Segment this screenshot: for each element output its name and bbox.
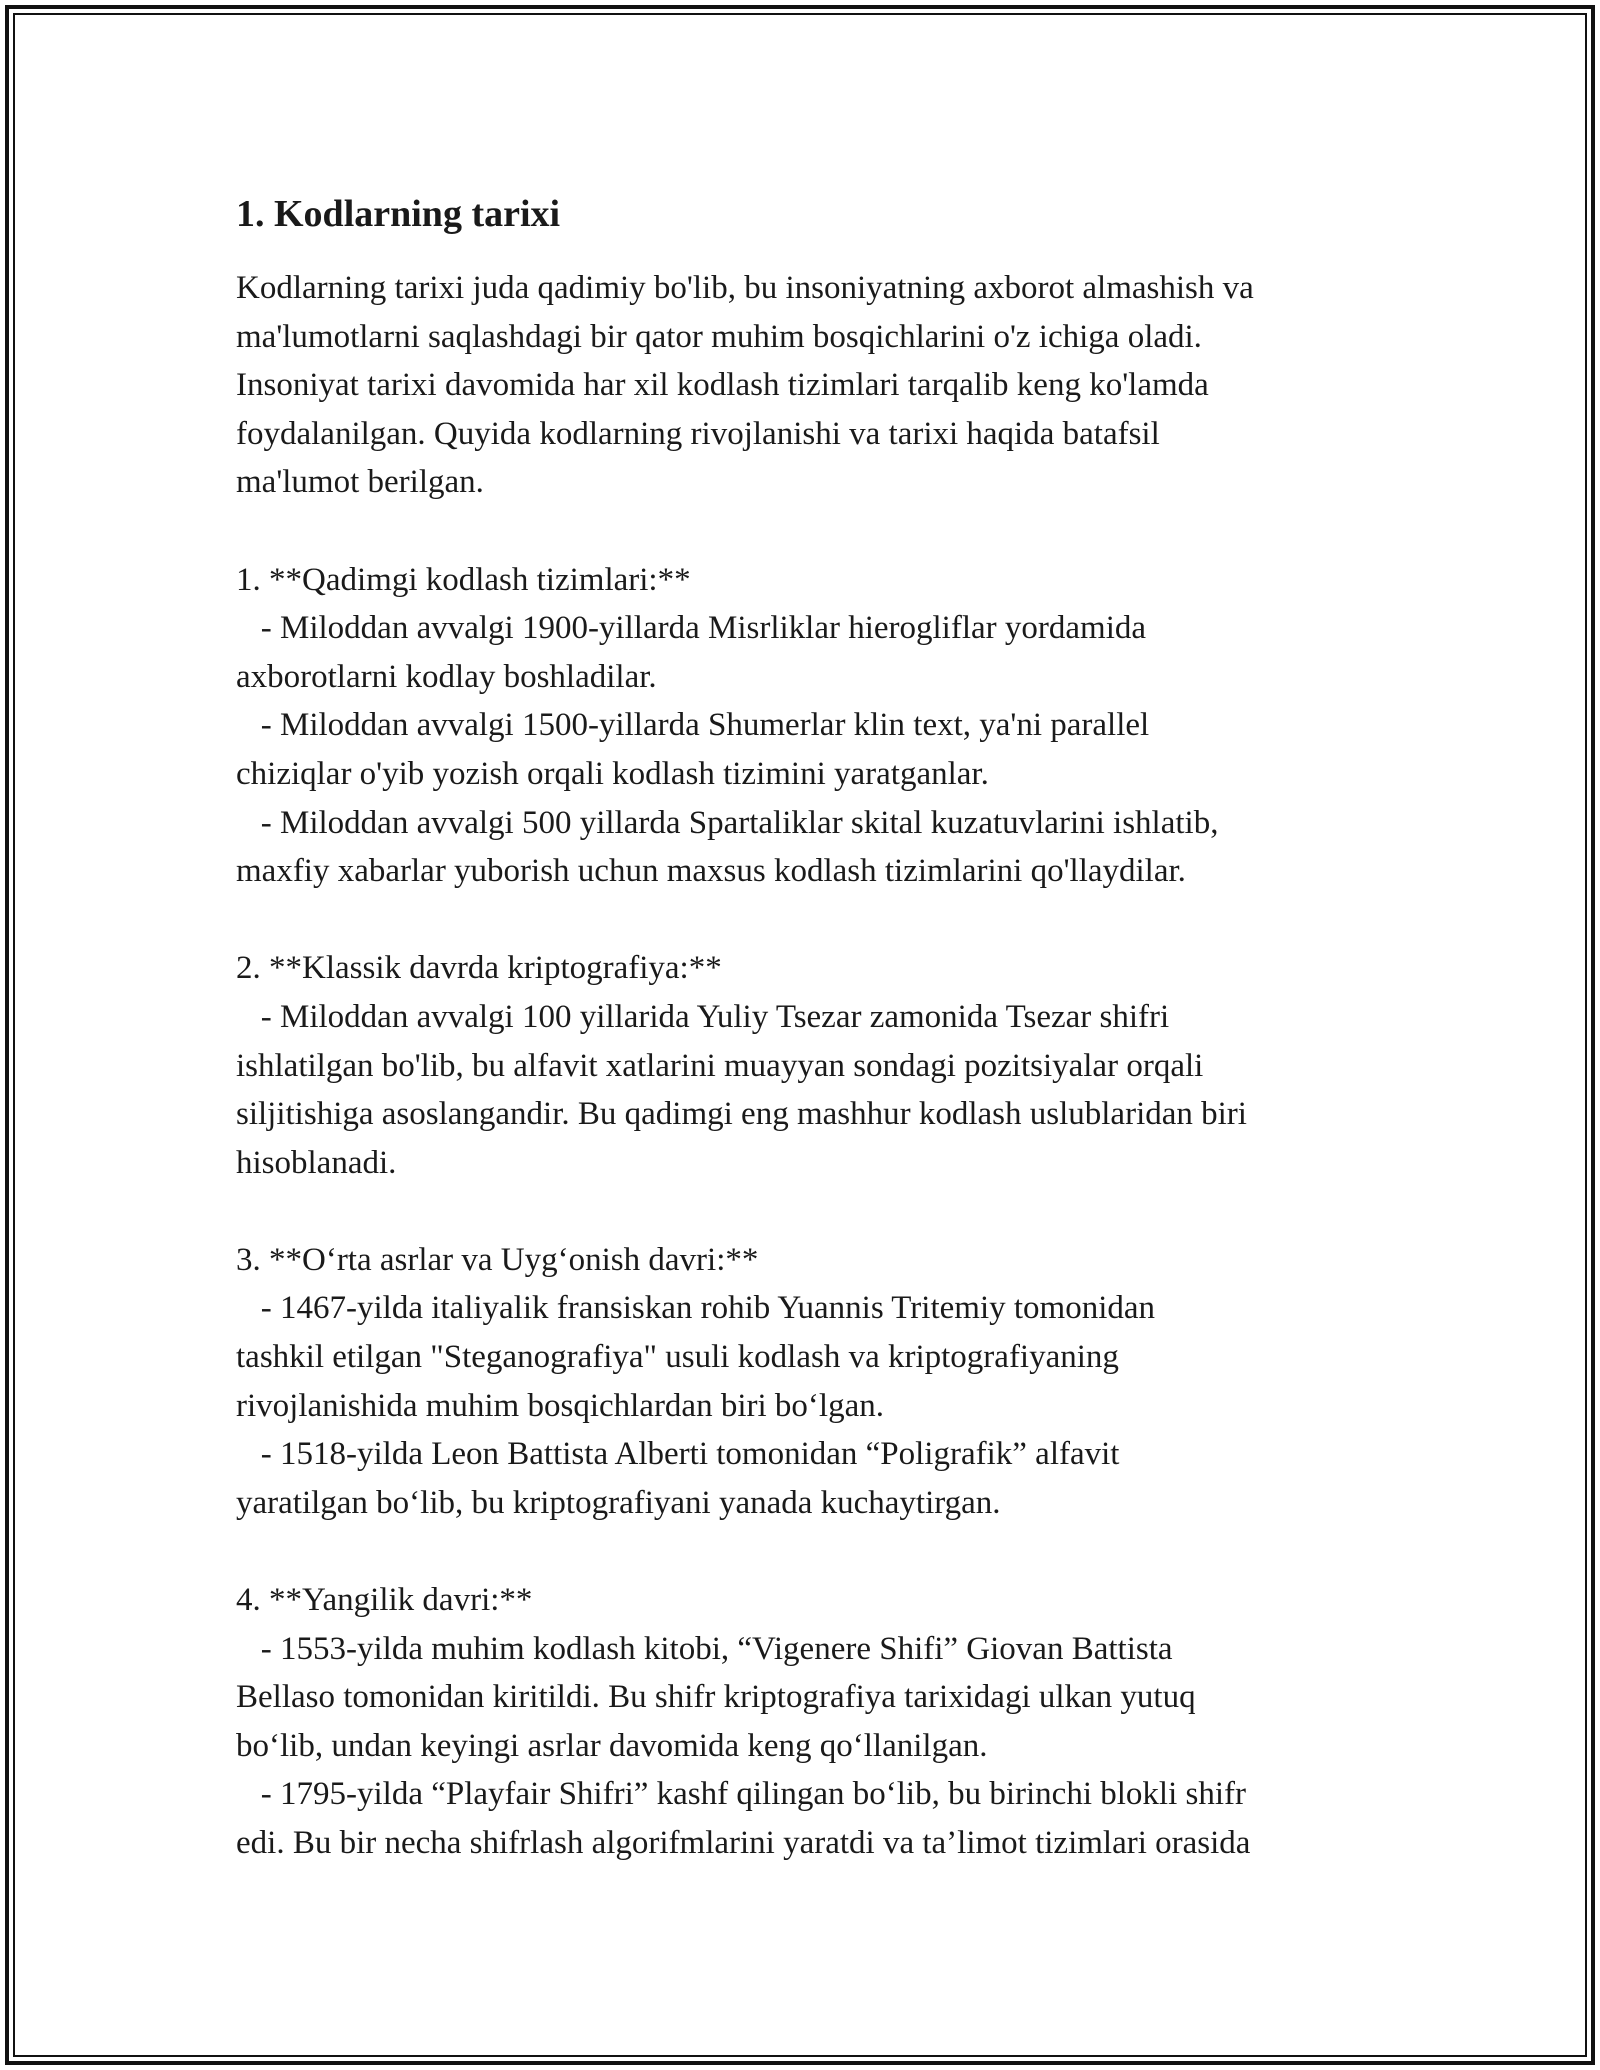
text-line: bo‘lib, undan keyingi asrlar davomida keng qo‘llanilgan.	[236, 1727, 988, 1764]
text-line: - Miloddan avvalgi 500 yillarda Spartaliklar skital kuzatuvlarini ishlatib,	[236, 804, 1219, 841]
text-line: 2. **Klassik davrda kriptografiya:**	[236, 950, 722, 987]
text-line	[236, 896, 1386, 945]
text-line: - 1467-yilda italiyalik fransiskan rohib Yuannis Tritemiy tomonidan	[236, 1290, 1156, 1327]
text-line: ma'lumotlarni saqlashdagi bir qator muhim bosqichlarini o'z ichiga oladi.	[236, 318, 1202, 355]
text-line	[236, 1187, 1386, 1236]
text-line: Insoniyat tarixi davomida har xil kodlash tizimlari tarqalib keng ko'lamda	[236, 367, 1209, 404]
text-line	[236, 1527, 1386, 1576]
text-line: ishlatilgan bo'lib, bu alfavit xatlarini muayyan sondagi pozitsiyalar orqali	[236, 1047, 1204, 1084]
text-line: edi. Bu bir necha shifrlash algorifmlarini yaratdi va ta’limot tizimlari orasida	[236, 1825, 1251, 1861]
text-line: 1. **Qadimgi kodlash tizimlari:**	[236, 561, 691, 598]
text-line: - 1553-yilda muhim kodlash kitobi, “Vigenere Shifi” Giovan Battista	[236, 1630, 1173, 1667]
text-line: Kodlarning tarixi juda qadimiy bo'lib, bu insoniyatning axborot almashish va	[236, 270, 1254, 306]
text-line: axborotlarni kodlay boshladilar.	[236, 658, 657, 695]
text-line: siljitishiga asoslangandir. Bu qadimgi eng mashhur kodlash uslublaridan biri	[236, 1096, 1247, 1133]
text-line: 4. **Yangilik davri:**	[236, 1582, 533, 1619]
text-line: - 1518-yilda Leon Battista Alberti tomonidan “Poligrafik” alfavit	[236, 1436, 1120, 1473]
text-line: - Miloddan avvalgi 1500-yillarda Shumerlar klin text, ya'ni parallel	[236, 707, 1150, 744]
text-line: foydalanilgan. Quyida kodlarning rivojlanishi va tarixi haqida batafsil	[236, 415, 1160, 452]
text-line: ma'lumot berilgan.	[236, 464, 484, 501]
document-body	[236, 186, 1386, 1868]
text-line: chiziqlar o'yib yozish orqali kodlash tizimini yaratganlar.	[236, 755, 989, 792]
text-line: tashkil etilgan "Steganografiya" usuli kodlash va kriptografiyaning	[236, 1339, 1119, 1376]
text-line: - Miloddan avvalgi 100 yillarida Yuliy Tsezar zamonida Tsezar shifri	[236, 998, 1170, 1035]
text-line: rivojlanishida muhim bosqichlardan biri bo‘lgan.	[236, 1387, 884, 1424]
text-line: hisoblanadi.	[236, 1144, 397, 1181]
text-line: yaratilgan bo‘lib, bu kriptografiyani yanada kuchaytirgan.	[236, 1484, 1001, 1521]
text-line	[236, 507, 1386, 556]
text-lines	[236, 264, 1386, 1868]
text-line: 3. **O‘rta asrlar va Uyg‘onish davri:**	[236, 1241, 759, 1278]
text-line: Bellaso tomonidan kiritildi. Bu shifr kriptografiya tarixidagi ulkan yutuq	[236, 1679, 1196, 1716]
section-heading: 1. Kodlarning tarixi	[236, 193, 561, 235]
text-line: - 1795-yilda “Playfair Shifri” kashf qilingan bo‘lib, bu birinchi blokli shifr	[236, 1776, 1246, 1813]
text-line: maxfiy xabarlar yuborish uchun maxsus kodlash tizimlarini qo'llaydilar.	[236, 853, 1186, 890]
text-line: - Miloddan avvalgi 1900-yillarda Misrliklar hierogliflar yordamida	[236, 610, 1147, 647]
